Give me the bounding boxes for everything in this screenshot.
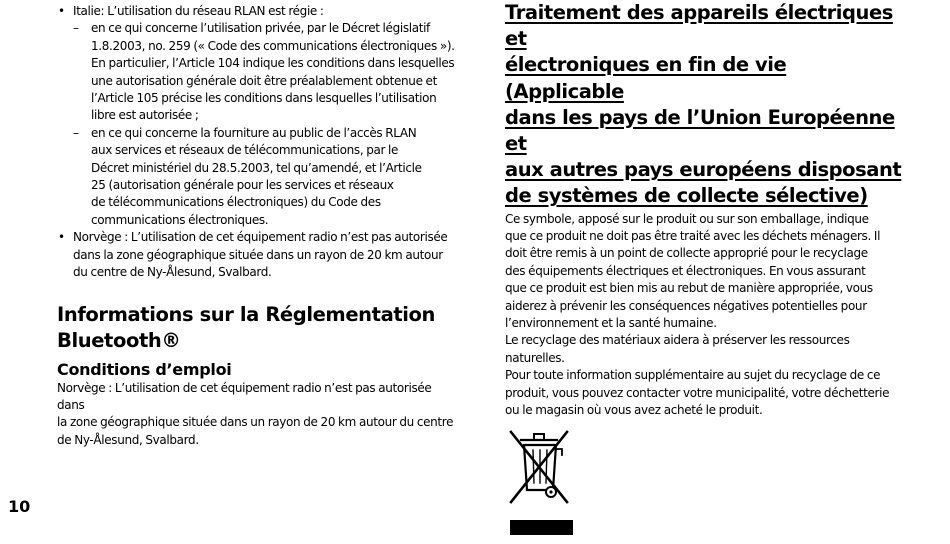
conditions-heading: Conditions d’emploi (57, 359, 232, 379)
weee-paragraph-2: Le recyclage des matériaux aidera à préserver les ressources naturelles. Pour toute information supplémentaire au sujet du recyclage de ce produit, vous pouvez contacter votre municipalité, votre déchetterie ou le magasin où vous avez acheté le produit. (505, 333, 890, 418)
weee-heading: Traitement des appareils électriques et électroniques en fin de vie (Applicable dans les pays de l’Union Européenne et aux autres pays européens disposant de systèmes de collecte sélective) (505, 1, 902, 208)
sublist-item-public-access (73, 125, 457, 229)
left-column (57, 3, 457, 449)
weee-paragraph-1: Ce symbole, apposé sur le produit ou sur son emballage, indique que ce produit ne doit pas être traité avec les déchets ménagers. Il doit être remis à un point de collecte approprié pour le recyclage des équipements électriques et électroniques. En vous assurant que ce produit est bien mis au rebut de manière appropriée, vous aiderez à prévenir les conséquences négatives potentielles pour l’environnement et la santé humaine. (505, 211, 881, 331)
page-number: 10 (8, 497, 31, 516)
list-item-italy (57, 3, 457, 229)
norway-text: • Norvège : L’utilisation de cet équipement radio n’est pas autorisée dans la zone géographique située dans un rayon de 20 km autour du centre de Ny-Ålesund, Svalbard. (73, 230, 448, 280)
sublist-item-private-use-text: – en ce qui concerne l’utilisation privée, par le Décret législatif 1.8.2003, no. 259 (« Code des communications électroniques »). En particulier, l’Article 104 indique les conditions dans lesquelles une autorisation générale doit être préalablement obtenue et l’Article 105 précise les conditions dans lesquelles l’utilisation libre est autorisée ; (91, 21, 455, 123)
italy-sublist (73, 20, 457, 229)
italy-text: • Italie: L’utilisation du réseau RLAN est régie : (73, 4, 324, 18)
sublist-item-private-use (73, 20, 457, 124)
conditions-paragraph: Norvège : L’utilisation de cet équipement radio n’est pas autorisée dans la zone géographique située dans un rayon de 20 km autour du centre de Ny-Ålesund, Svalbard. (57, 380, 454, 447)
crossed-out-wheeled-bin-icon (505, 428, 575, 540)
country-restrictions-list (57, 3, 457, 282)
right-column (505, 0, 905, 540)
bluetooth-regulation-heading: Informations sur la Réglementation Bluetooth® (57, 302, 436, 352)
list-item-norway (57, 229, 457, 281)
sublist-item-public-access-text: – en ce qui concerne la fourniture au public de l’accès RLAN aux services et réseaux de télécommunications, par le Décret ministériel du 28.5.2003, tel qu’amendé, et l’Article 25 (autorisation générale pour les services et réseaux de télécommunications électroniques) du Code des communications électroniques. (91, 125, 422, 227)
